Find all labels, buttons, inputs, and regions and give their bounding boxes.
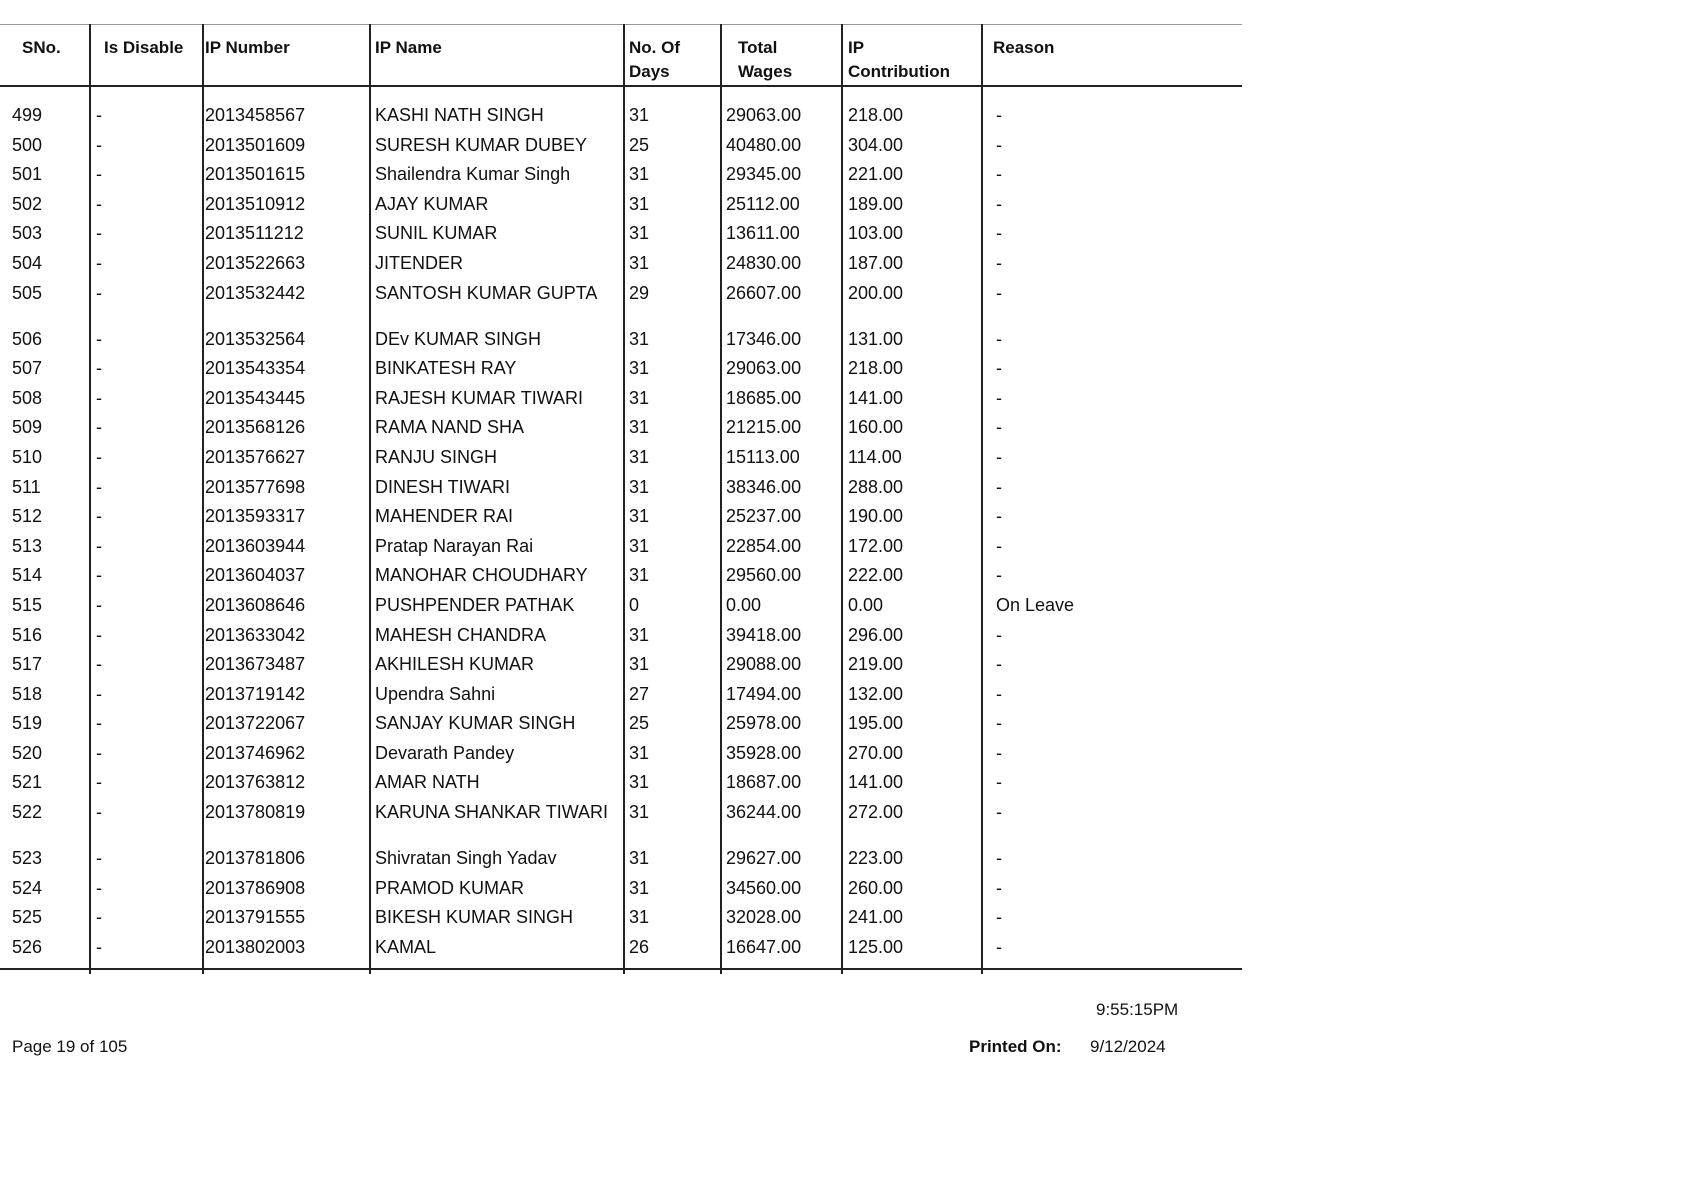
days-cell: 31	[629, 535, 650, 556]
is-disable-cell: -	[96, 506, 102, 527]
ip-number-cell: 2013511212	[205, 223, 304, 244]
ip-number-cell: 2013719142	[205, 683, 306, 704]
ip-contribution-cell: 141.00	[848, 772, 904, 793]
is-disable-cell: -	[96, 802, 102, 823]
total-wages-cell: 17494.00	[726, 683, 802, 704]
ip-contribution-cell: 223.00	[848, 848, 904, 869]
total-wages-cell: 34560.00	[726, 877, 802, 898]
total-wages-cell: 13611.00	[726, 223, 800, 244]
serial-number-cell: 516	[12, 624, 43, 645]
reason-cell: -	[996, 624, 1002, 645]
ip-contribution-cell: 190.00	[848, 506, 904, 527]
ip-number-cell: 2013593317	[205, 506, 306, 527]
serial-number-cell: 510	[12, 446, 43, 467]
ip-number-cell: 2013633042	[205, 624, 306, 645]
is-disable-cell: -	[96, 654, 102, 675]
reason-cell: -	[996, 742, 1002, 763]
serial-number-cell: 512	[12, 506, 43, 527]
ip-name-cell: Devarath Pandey	[375, 742, 515, 763]
serial-number-cell: 515	[12, 594, 43, 615]
days-cell: 31	[629, 223, 650, 244]
ip-contribution-cell: 296.00	[848, 624, 904, 645]
days-cell: 31	[629, 624, 650, 645]
table-row	[0, 653, 1242, 683]
header-total-wages-line2: Wages	[738, 62, 793, 81]
days-cell: 31	[629, 506, 650, 527]
table-row	[0, 104, 1242, 134]
is-disable-cell: -	[96, 713, 102, 734]
ip-contribution-cell: 195.00	[848, 713, 904, 734]
table-row	[0, 222, 1242, 252]
ip-contribution-cell: 288.00	[848, 476, 904, 497]
days-cell: 0	[629, 594, 640, 615]
is-disable-cell: -	[96, 282, 102, 303]
table-row	[0, 252, 1242, 282]
reason-cell: -	[996, 446, 1002, 467]
table-row	[0, 847, 1242, 877]
is-disable-cell: -	[96, 624, 102, 645]
days-cell: 29	[629, 282, 650, 303]
total-wages-cell: 38346.00	[726, 476, 802, 497]
ip-contribution-cell: 222.00	[848, 565, 904, 586]
reason-cell: -	[996, 105, 1002, 125]
serial-number-cell: 521	[12, 772, 43, 793]
reason-cell: -	[996, 282, 1002, 303]
is-disable-cell: -	[96, 848, 102, 869]
table-row	[0, 564, 1242, 594]
ip-name-cell: Upendra Sahni	[375, 683, 496, 704]
reason-cell: -	[996, 683, 1002, 704]
total-wages-cell: 35928.00	[726, 742, 802, 763]
header-ip-contribution-line2: Contribution	[848, 62, 950, 81]
serial-number-cell: 499	[12, 105, 43, 125]
ip-number-cell: 2013722067	[205, 713, 306, 734]
serial-number-cell: 522	[12, 802, 43, 823]
serial-number-cell: 511	[12, 476, 41, 497]
table-row	[0, 416, 1242, 446]
serial-number-cell: 513	[12, 535, 43, 556]
ip-contribution-cell: 272.00	[848, 802, 904, 823]
serial-number-cell: 523	[12, 848, 43, 869]
total-wages-cell: 29063.00	[726, 358, 802, 379]
is-disable-cell: -	[96, 164, 102, 185]
header-ip-contribution-line1: IP	[848, 38, 865, 57]
table-row	[0, 163, 1242, 193]
serial-number-cell: 509	[12, 417, 43, 438]
header-top-rule	[0, 24, 1242, 25]
reason-cell: -	[996, 654, 1002, 675]
total-wages-cell: 18685.00	[726, 387, 802, 408]
reason-cell: -	[996, 936, 1002, 957]
days-cell: 31	[629, 565, 650, 586]
header-total-wages	[738, 36, 792, 84]
serial-number-cell: 514	[12, 565, 43, 586]
reason-cell: -	[996, 387, 1002, 408]
ip-number-cell: 2013568126	[205, 417, 306, 438]
ip-name-cell: DEv KUMAR SINGH	[375, 328, 542, 349]
ip-name-cell: KASHI NATH SINGH	[375, 105, 544, 125]
serial-number-cell: 500	[12, 134, 43, 155]
serial-number-cell: 524	[12, 877, 43, 898]
ip-name-cell: RAJESH KUMAR TIWARI	[375, 387, 584, 408]
ip-contribution-cell: 187.00	[848, 252, 904, 273]
ip-number-cell: 2013781806	[205, 848, 306, 869]
serial-number-cell: 505	[12, 282, 43, 303]
is-disable-cell: -	[96, 683, 102, 704]
printed-on-label: Printed On:	[969, 1037, 1062, 1056]
reason-cell: -	[996, 223, 1002, 244]
ip-contribution-cell: 141.00	[848, 387, 904, 408]
ip-contribution-cell: 260.00	[848, 877, 904, 898]
reason-cell: -	[996, 328, 1002, 349]
table-row	[0, 193, 1242, 223]
total-wages-cell: 24830.00	[726, 252, 802, 273]
ip-contribution-cell: 114.00	[848, 446, 902, 467]
ip-number-cell: 2013608646	[205, 594, 306, 615]
reason-cell: -	[996, 848, 1002, 869]
ip-number-cell: 2013673487	[205, 654, 306, 675]
ip-number-cell: 2013576627	[205, 446, 306, 467]
is-disable-cell: -	[96, 565, 102, 586]
days-cell: 26	[629, 936, 650, 957]
reason-cell: -	[996, 417, 1002, 438]
total-wages-cell: 18687.00	[726, 772, 802, 793]
ip-name-cell: MAHENDER RAI	[375, 506, 514, 527]
is-disable-cell: -	[96, 328, 102, 349]
days-cell: 31	[629, 105, 650, 125]
table-row	[0, 387, 1242, 417]
table-row	[0, 535, 1242, 565]
days-cell: 31	[629, 252, 650, 273]
ip-number-cell: 2013604037	[205, 565, 306, 586]
days-cell: 31	[629, 848, 650, 869]
total-wages-cell: 22854.00	[726, 535, 802, 556]
reason-cell: -	[996, 772, 1002, 793]
is-disable-cell: -	[96, 535, 102, 556]
table-bottom-rule	[0, 968, 1242, 970]
table-row	[0, 712, 1242, 742]
serial-number-cell: 501	[12, 164, 43, 185]
total-wages-cell: 36244.00	[726, 802, 802, 823]
header-ip-number: IP Number	[205, 38, 290, 57]
total-wages-cell: 25237.00	[726, 506, 802, 527]
is-disable-cell: -	[96, 936, 102, 957]
is-disable-cell: -	[96, 358, 102, 379]
is-disable-cell: -	[96, 877, 102, 898]
total-wages-cell: 15113.00	[726, 446, 800, 467]
ip-name-cell: Pratap Narayan Rai	[375, 535, 534, 556]
ip-number-cell: 2013577698	[205, 476, 306, 497]
ip-contribution-cell: 304.00	[848, 134, 904, 155]
total-wages-cell: 21215.00	[726, 417, 802, 438]
is-disable-cell: -	[96, 476, 102, 497]
table-row	[0, 446, 1242, 476]
table-row	[0, 328, 1242, 358]
ip-name-cell: BINKATESH RAY	[375, 358, 517, 379]
table-row	[0, 936, 1242, 966]
ip-number-cell: 2013522663	[205, 252, 306, 273]
reason-cell: -	[996, 193, 1002, 214]
ip-name-cell: RANJU SINGH	[375, 446, 498, 467]
days-cell: 25	[629, 713, 650, 734]
total-wages-cell: 25112.00	[726, 193, 800, 214]
reason-cell: -	[996, 877, 1002, 898]
ip-contribution-cell: 200.00	[848, 282, 904, 303]
ip-name-cell: AMAR NATH	[375, 772, 480, 793]
days-cell: 31	[629, 772, 650, 793]
reason-cell: -	[996, 476, 1002, 497]
days-cell: 31	[629, 446, 650, 467]
ip-number-cell: 2013543354	[205, 358, 306, 379]
table-row	[0, 624, 1242, 654]
ip-name-cell: PUSHPENDER PATHAK	[375, 594, 575, 615]
table-row	[0, 282, 1242, 328]
ip-number-cell: 2013746962	[205, 742, 306, 763]
ip-name-cell: MANOHAR CHOUDHARY	[375, 565, 588, 586]
serial-number-cell: 508	[12, 387, 43, 408]
ip-number-cell: 2013458567	[205, 105, 306, 125]
ip-name-cell: KAMAL	[375, 936, 437, 957]
ip-contribution-cell: 0.00	[848, 594, 884, 615]
reason-cell: -	[996, 358, 1002, 379]
ip-contribution-cell: 241.00	[848, 907, 904, 928]
header-no-of-days	[629, 36, 680, 84]
ip-contribution-cell: 189.00	[848, 193, 904, 214]
ip-contribution-cell: 172.00	[848, 535, 904, 556]
ip-contribution-cell: 270.00	[848, 742, 904, 763]
header-ip-name: IP Name	[375, 38, 442, 57]
header-bottom-rule	[0, 85, 1242, 87]
printed-date: 9/12/2024	[1090, 1037, 1166, 1056]
ip-name-cell: JITENDER	[375, 252, 464, 273]
ip-name-cell: SANTOSH KUMAR GUPTA	[375, 282, 598, 303]
days-cell: 31	[629, 802, 650, 823]
days-cell: 31	[629, 193, 650, 214]
reason-cell: -	[996, 713, 1002, 734]
table-row	[0, 505, 1242, 535]
total-wages-cell: 29560.00	[726, 565, 802, 586]
ip-name-cell: Shailendra Kumar Singh	[375, 164, 571, 185]
reason-cell: -	[996, 134, 1002, 155]
total-wages-cell: 26607.00	[726, 282, 802, 303]
ip-name-cell: DINESH TIWARI	[375, 476, 511, 497]
is-disable-cell: -	[96, 105, 102, 125]
ip-contribution-cell: 221.00	[848, 164, 904, 185]
header-no-of-days-line2: Days	[629, 62, 670, 81]
is-disable-cell: -	[96, 594, 102, 615]
reason-cell: -	[996, 535, 1002, 556]
table-row	[0, 357, 1242, 387]
ip-number-cell: 2013543445	[205, 387, 306, 408]
is-disable-cell: -	[96, 223, 102, 244]
table-row	[0, 594, 1242, 624]
ip-contribution-cell: 160.00	[848, 417, 904, 438]
is-disable-cell: -	[96, 446, 102, 467]
days-cell: 31	[629, 476, 650, 497]
ip-name-cell: SANJAY KUMAR SINGH	[375, 713, 576, 734]
header-reason: Reason	[993, 38, 1055, 57]
table-row	[0, 877, 1242, 907]
total-wages-cell: 16647.00	[726, 936, 802, 957]
table-row	[0, 906, 1242, 936]
serial-number-cell: 506	[12, 328, 43, 349]
ip-number-cell: 2013786908	[205, 877, 306, 898]
total-wages-cell: 29088.00	[726, 654, 802, 675]
serial-number-cell: 504	[12, 252, 43, 273]
ip-contribution-cell: 218.00	[848, 105, 904, 125]
ip-name-cell: AJAY KUMAR	[375, 193, 489, 214]
ip-number-cell: 2013763812	[205, 772, 306, 793]
serial-number-cell: 520	[12, 742, 43, 763]
ip-number-cell: 2013501609	[205, 134, 306, 155]
table-row	[0, 742, 1242, 772]
days-cell: 31	[629, 417, 650, 438]
table-row	[0, 683, 1242, 713]
page-number: Page 19 of 105	[12, 1037, 128, 1056]
serial-number-cell: 503	[12, 223, 43, 244]
days-cell: 31	[629, 387, 650, 408]
reason-cell: -	[996, 802, 1002, 823]
total-wages-cell: 17346.00	[726, 328, 802, 349]
header-ip-contribution	[848, 36, 950, 84]
days-cell: 31	[629, 328, 650, 349]
ip-number-cell: 2013802003	[205, 936, 306, 957]
ip-number-cell: 2013532564	[205, 328, 306, 349]
is-disable-cell: -	[96, 193, 102, 214]
total-wages-cell: 0.00	[726, 594, 762, 615]
header-no-of-days-line1: No. Of	[629, 38, 680, 57]
ip-contribution-cell: 125.00	[848, 936, 904, 957]
ip-contribution-cell: 131.00	[848, 328, 904, 349]
days-cell: 31	[629, 877, 650, 898]
total-wages-cell: 32028.00	[726, 907, 802, 928]
is-disable-cell: -	[96, 252, 102, 273]
ip-number-cell: 2013510912	[205, 193, 306, 214]
serial-number-cell: 526	[12, 936, 43, 957]
ip-name-cell: Shivratan Singh Yadav	[375, 848, 557, 869]
ip-contribution-cell: 218.00	[848, 358, 904, 379]
total-wages-cell: 29345.00	[726, 164, 802, 185]
reason-cell: On Leave	[996, 594, 1075, 615]
total-wages-cell: 40480.00	[726, 134, 802, 155]
is-disable-cell: -	[96, 907, 102, 928]
days-cell: 27	[629, 683, 650, 704]
total-wages-cell: 29063.00	[726, 105, 802, 125]
serial-number-cell: 517	[12, 654, 43, 675]
ip-name-cell: SUNIL KUMAR	[375, 223, 498, 244]
total-wages-cell: 29627.00	[726, 848, 802, 869]
ip-number-cell: 2013603944	[205, 535, 306, 556]
reason-cell: -	[996, 252, 1002, 273]
reason-cell: -	[996, 565, 1002, 586]
total-wages-cell: 25978.00	[726, 713, 802, 734]
ip-contribution-cell: 219.00	[848, 654, 904, 675]
ip-name-cell: BIKESH KUMAR SINGH	[375, 907, 574, 928]
ip-name-cell: PRAMOD KUMAR	[375, 877, 525, 898]
ip-number-cell: 2013791555	[205, 907, 306, 928]
header-total-wages-line1: Total	[738, 38, 778, 57]
is-disable-cell: -	[96, 742, 102, 763]
printed-time: 9:55:15PM	[1096, 1000, 1179, 1019]
table-row	[0, 134, 1242, 164]
ip-name-cell: MAHESH CHANDRA	[375, 624, 547, 645]
serial-number-cell: 502	[12, 193, 43, 214]
serial-number-cell: 507	[12, 358, 43, 379]
reason-cell: -	[996, 907, 1002, 928]
serial-number-cell: 519	[12, 713, 43, 734]
serial-number-cell: 518	[12, 683, 43, 704]
days-cell: 25	[629, 134, 650, 155]
ip-name-cell: RAMA NAND SHA	[375, 417, 525, 438]
is-disable-cell: -	[96, 772, 102, 793]
days-cell: 31	[629, 742, 650, 763]
ip-contribution-cell: 103.00	[848, 223, 904, 244]
table-row	[0, 476, 1242, 506]
ip-number-cell: 2013780819	[205, 802, 306, 823]
ip-name-cell: AKHILESH KUMAR	[375, 654, 535, 675]
days-cell: 31	[629, 164, 650, 185]
is-disable-cell: -	[96, 134, 102, 155]
reason-cell: -	[996, 506, 1002, 527]
is-disable-cell: -	[96, 387, 102, 408]
total-wages-cell: 39418.00	[726, 624, 802, 645]
table-row	[0, 771, 1242, 801]
ip-number-cell: 2013532442	[205, 282, 306, 303]
ip-number-cell: 2013501615	[205, 164, 306, 185]
header-sno: SNo.	[22, 38, 61, 57]
is-disable-cell: -	[96, 417, 102, 438]
days-cell: 31	[629, 358, 650, 379]
ip-name-cell: SURESH KUMAR DUBEY	[375, 134, 588, 155]
serial-number-cell: 525	[12, 907, 43, 928]
ip-name-cell: KARUNA SHANKAR TIWARI	[375, 802, 609, 823]
ip-contribution-cell: 132.00	[848, 683, 904, 704]
reason-cell: -	[996, 164, 1002, 185]
table-body	[0, 104, 1242, 965]
days-cell: 31	[629, 907, 650, 928]
days-cell: 31	[629, 654, 650, 675]
header-is-disable: Is Disable	[104, 38, 184, 57]
table-row	[0, 801, 1242, 847]
